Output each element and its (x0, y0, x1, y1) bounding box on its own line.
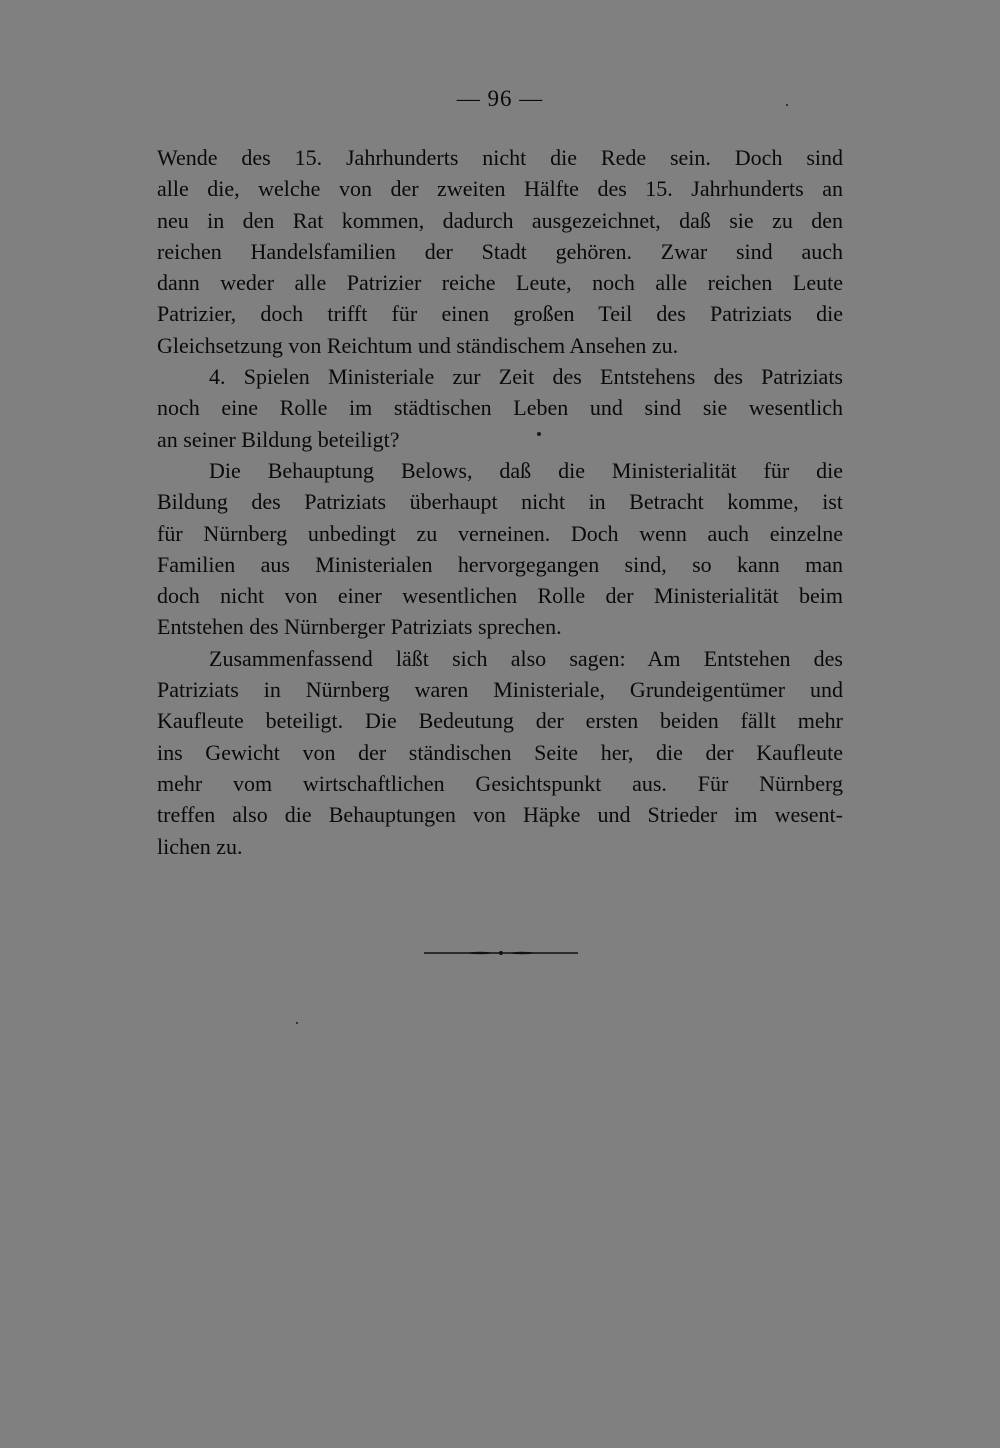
end-ornament (424, 946, 578, 960)
text-line: Die Behauptung Belows, daß die Ministerialität für die (209, 457, 843, 483)
print-speck (296, 1022, 298, 1024)
text-line: doch nicht von einer wesentlichen Rolle der Ministerialität beim (157, 583, 843, 609)
text-line: lichen zu. (157, 833, 243, 859)
text-line: für Nürnberg unbedingt zu verneinen. Doch wenn auch einzelne (157, 520, 843, 546)
text-line: ins Gewicht von der ständischen Seite her, die der Kaufleute (157, 739, 843, 765)
text-line: 4. Spielen Ministeriale zur Zeit des Entstehens des Patriziats (209, 364, 843, 390)
text-line: mehr vom wirtschaftlichen Gesichtspunkt aus. Für Nürnberg (157, 770, 843, 796)
text-line: neu in den Rat kommen, dadurch ausgezeichnet, daß sie zu den (157, 207, 843, 233)
text-line: dann weder alle Patrizier reiche Leute, noch alle reichen Leute (157, 270, 843, 296)
text-line: Entstehen des Nürnberger Patriziats sprechen. (157, 614, 562, 640)
text-line: Patrizier, doch trifft für einen großen Teil des Patriziats die (157, 301, 843, 327)
text-line: Bildung des Patriziats überhaupt nicht in Betracht komme, ist (157, 489, 843, 515)
print-speck (537, 432, 541, 436)
text-line: Patriziats in Nürnberg waren Ministeriale, Grundeigentümer und (157, 677, 843, 703)
text-line: Gleichsetzung von Reichtum und ständischem Ansehen zu. (157, 332, 679, 358)
text-line: treffen also die Behauptungen von Häpke und Strieder im wesent- (157, 802, 843, 828)
text-line: Familien aus Ministerialen hervorgegangen sind, so kann man (157, 551, 843, 577)
print-speck (786, 104, 788, 106)
page-number: — 96 — (456, 86, 544, 111)
text-line: an seiner Bildung beteiligt? (157, 426, 400, 452)
text-line: alle die, welche von der zweiten Hälfte des 15. Jahrhunderts an (157, 176, 843, 202)
text-line: Wende des 15. Jahrhunderts nicht die Rede sein. Doch sind (157, 145, 843, 170)
text-line: noch eine Rolle im städtischen Leben und sind sie wesentlich (157, 395, 843, 421)
text-line: reichen Handelsfamilien der Stadt gehören. Zwar sind auch (157, 238, 843, 264)
body-text (157, 142, 843, 862)
text-line: Zusammenfassend läßt sich also sagen: Am Entstehen des (209, 645, 843, 671)
text-line: Kaufleute beteiligt. Die Bedeutung der ersten beiden fällt mehr (157, 708, 843, 734)
